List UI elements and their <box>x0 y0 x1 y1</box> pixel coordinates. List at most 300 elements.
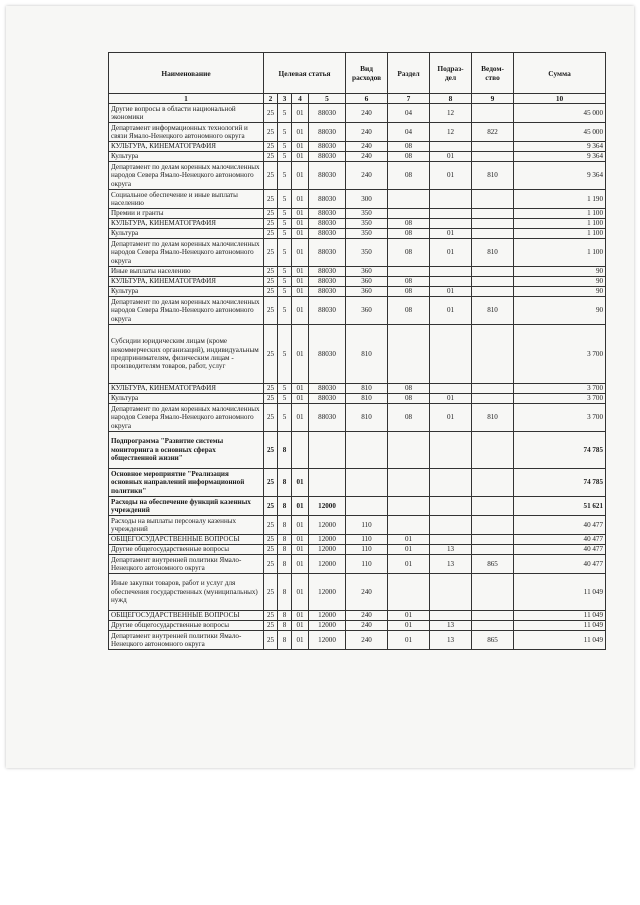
department-code-cell <box>472 432 514 469</box>
section-cell: 04 <box>388 123 430 142</box>
target-code-4-cell: 88030 <box>309 209 346 219</box>
header-expense-type: Вид расходов <box>346 53 388 94</box>
table-row <box>109 497 606 516</box>
sum-cell: 90 <box>514 277 606 287</box>
target-code-3-cell: 01 <box>292 497 309 516</box>
row-name-cell: КУЛЬТУРА, КИНЕМАТОГРАФИЯ <box>109 277 264 287</box>
department-code-cell <box>472 611 514 621</box>
department-code-cell: 810 <box>472 239 514 267</box>
target-code-4-cell: 88030 <box>309 394 346 404</box>
target-code-1-cell: 25 <box>264 287 278 297</box>
row-name-cell: Иные выплаты населению <box>109 267 264 277</box>
sum-cell: 9 364 <box>514 142 606 152</box>
section-cell: 08 <box>388 404 430 432</box>
sum-cell: 9 364 <box>514 152 606 162</box>
sum-cell: 45 000 <box>514 123 606 142</box>
expense-type-cell: 360 <box>346 277 388 287</box>
target-code-1-cell: 25 <box>264 469 278 497</box>
section-cell <box>388 325 430 384</box>
subsection-cell: 01 <box>430 229 472 239</box>
target-code-1-cell: 25 <box>264 621 278 631</box>
target-code-3-cell: 01 <box>292 516 309 535</box>
section-cell: 01 <box>388 611 430 621</box>
target-code-1-cell: 25 <box>264 162 278 190</box>
target-code-4-cell: 12000 <box>309 631 346 650</box>
target-code-4-cell: 88030 <box>309 142 346 152</box>
department-code-cell <box>472 287 514 297</box>
target-code-2-cell: 5 <box>278 162 292 190</box>
target-code-3-cell: 01 <box>292 123 309 142</box>
subsection-cell: 01 <box>430 162 472 190</box>
subsection-cell: 13 <box>430 631 472 650</box>
table-row <box>109 574 606 611</box>
expense-type-cell: 300 <box>346 190 388 209</box>
expense-type-cell <box>346 469 388 497</box>
row-name-cell: Премии и гранты <box>109 209 264 219</box>
target-code-1-cell: 25 <box>264 142 278 152</box>
subsection-cell: 01 <box>430 239 472 267</box>
target-code-3-cell: 01 <box>292 104 309 123</box>
expense-type-cell <box>346 497 388 516</box>
sum-cell: 11 049 <box>514 621 606 631</box>
sum-cell: 1 100 <box>514 229 606 239</box>
subsection-cell <box>430 535 472 545</box>
target-code-1-cell: 25 <box>264 535 278 545</box>
expense-type-cell: 110 <box>346 535 388 545</box>
expense-type-cell: 810 <box>346 384 388 394</box>
subsection-cell <box>430 142 472 152</box>
department-code-cell <box>472 104 514 123</box>
target-code-3-cell: 01 <box>292 277 309 287</box>
row-name-cell: Культура <box>109 152 264 162</box>
header-row <box>109 53 606 94</box>
section-cell: 08 <box>388 142 430 152</box>
sum-cell: 45 000 <box>514 104 606 123</box>
target-code-1-cell: 25 <box>264 152 278 162</box>
target-code-3-cell: 01 <box>292 325 309 384</box>
target-code-1-cell: 25 <box>264 277 278 287</box>
target-code-1-cell: 25 <box>264 516 278 535</box>
department-code-cell <box>472 325 514 384</box>
target-code-3-cell: 01 <box>292 631 309 650</box>
target-code-3-cell: 01 <box>292 162 309 190</box>
section-cell <box>388 267 430 277</box>
target-code-2-cell: 5 <box>278 239 292 267</box>
department-code-cell <box>472 545 514 555</box>
department-code-cell: 810 <box>472 404 514 432</box>
expense-type-cell: 240 <box>346 611 388 621</box>
table-row <box>109 432 606 469</box>
target-code-2-cell: 5 <box>278 229 292 239</box>
subsection-cell <box>430 497 472 516</box>
subsection-cell <box>430 432 472 469</box>
section-cell: 01 <box>388 535 430 545</box>
target-code-4-cell: 88030 <box>309 152 346 162</box>
target-code-1-cell: 25 <box>264 190 278 209</box>
subsection-cell <box>430 209 472 219</box>
department-code-cell <box>472 574 514 611</box>
target-code-4-cell: 88030 <box>309 219 346 229</box>
subsection-cell: 13 <box>430 621 472 631</box>
section-cell: 01 <box>388 555 430 574</box>
table-row <box>109 384 606 394</box>
target-code-1-cell: 25 <box>264 104 278 123</box>
department-code-cell <box>472 190 514 209</box>
header-department: Ведом-ство <box>472 53 514 94</box>
expense-type-cell: 350 <box>346 209 388 219</box>
target-code-1-cell: 25 <box>264 394 278 404</box>
table-row <box>109 142 606 152</box>
expense-type-cell: 810 <box>346 394 388 404</box>
table-body <box>109 104 606 650</box>
subsection-cell <box>430 190 472 209</box>
row-name-cell: Департамент по делам коренных малочисленных народов Севера Ямало-Ненецкого автономного округа <box>109 162 264 190</box>
row-name-cell: Департамент внутренней политики Ямало-Ненецкого автономного округа <box>109 555 264 574</box>
section-cell: 08 <box>388 229 430 239</box>
target-code-4-cell: 12000 <box>309 555 346 574</box>
row-name-cell: Департамент по делам коренных малочисленных народов Севера Ямало-Ненецкого автономного округа <box>109 297 264 325</box>
target-code-4-cell: 88030 <box>309 297 346 325</box>
target-code-4-cell: 12000 <box>309 497 346 516</box>
table-row <box>109 516 606 535</box>
row-name-cell: Основное мероприятие "Реализация основных направлений информационной политики" <box>109 469 264 497</box>
sum-cell: 74 785 <box>514 432 606 469</box>
target-code-1-cell: 25 <box>264 267 278 277</box>
target-code-3-cell: 01 <box>292 469 309 497</box>
target-code-3-cell: 01 <box>292 297 309 325</box>
subsection-cell <box>430 384 472 394</box>
target-code-4-cell: 12000 <box>309 621 346 631</box>
target-code-3-cell: 01 <box>292 535 309 545</box>
department-code-cell <box>472 142 514 152</box>
expense-type-cell: 810 <box>346 325 388 384</box>
table-row <box>109 162 606 190</box>
sum-cell: 90 <box>514 267 606 277</box>
table-row <box>109 555 606 574</box>
target-code-2-cell: 8 <box>278 469 292 497</box>
section-cell <box>388 469 430 497</box>
sum-cell: 1 100 <box>514 209 606 219</box>
target-code-1-cell: 25 <box>264 432 278 469</box>
target-code-1-cell: 25 <box>264 545 278 555</box>
target-code-1-cell: 25 <box>264 404 278 432</box>
target-code-1-cell: 25 <box>264 497 278 516</box>
department-code-cell <box>472 219 514 229</box>
target-code-3-cell: 01 <box>292 404 309 432</box>
subsection-cell: 12 <box>430 104 472 123</box>
subsection-cell: 01 <box>430 287 472 297</box>
target-code-4-cell: 88030 <box>309 229 346 239</box>
row-name-cell: Социальное обеспечение и иные выплаты населению <box>109 190 264 209</box>
table-row <box>109 219 606 229</box>
target-code-3-cell: 01 <box>292 219 309 229</box>
column-number: 5 <box>309 94 346 104</box>
section-cell: 04 <box>388 104 430 123</box>
table-row <box>109 287 606 297</box>
table-row <box>109 535 606 545</box>
department-code-cell: 865 <box>472 631 514 650</box>
table-row <box>109 277 606 287</box>
target-code-1-cell: 25 <box>264 297 278 325</box>
section-cell: 08 <box>388 239 430 267</box>
target-code-4-cell: 88030 <box>309 104 346 123</box>
target-code-2-cell: 5 <box>278 123 292 142</box>
target-code-3-cell: 01 <box>292 152 309 162</box>
target-code-2-cell: 8 <box>278 631 292 650</box>
department-code-cell <box>472 516 514 535</box>
subsection-cell: 13 <box>430 555 472 574</box>
target-code-4-cell: 88030 <box>309 287 346 297</box>
expense-type-cell: 240 <box>346 621 388 631</box>
row-name-cell: КУЛЬТУРА, КИНЕМАТОГРАФИЯ <box>109 142 264 152</box>
section-cell <box>388 190 430 209</box>
target-code-1-cell: 25 <box>264 574 278 611</box>
subsection-cell <box>430 574 472 611</box>
expense-type-cell: 110 <box>346 545 388 555</box>
expense-type-cell: 240 <box>346 104 388 123</box>
target-code-2-cell: 5 <box>278 394 292 404</box>
section-cell <box>388 497 430 516</box>
column-number: 6 <box>346 94 388 104</box>
table-row <box>109 123 606 142</box>
table-row <box>109 104 606 123</box>
sum-cell: 1 190 <box>514 190 606 209</box>
sum-cell: 3 700 <box>514 394 606 404</box>
header-section: Раздел <box>388 53 430 94</box>
department-code-cell <box>472 277 514 287</box>
table-row <box>109 404 606 432</box>
target-code-1-cell: 25 <box>264 123 278 142</box>
target-code-4-cell: 88030 <box>309 325 346 384</box>
expense-type-cell: 350 <box>346 239 388 267</box>
header-name: Наименование <box>109 53 264 94</box>
section-cell: 08 <box>388 287 430 297</box>
target-code-2-cell: 8 <box>278 611 292 621</box>
target-code-4-cell: 88030 <box>309 190 346 209</box>
target-code-2-cell: 5 <box>278 219 292 229</box>
department-code-cell <box>472 229 514 239</box>
section-cell: 01 <box>388 621 430 631</box>
column-number: 7 <box>388 94 430 104</box>
table-row <box>109 545 606 555</box>
target-code-1-cell: 25 <box>264 239 278 267</box>
sum-cell: 40 477 <box>514 516 606 535</box>
department-code-cell: 822 <box>472 123 514 142</box>
column-number: 9 <box>472 94 514 104</box>
document-page <box>6 6 634 768</box>
subsection-cell <box>430 516 472 535</box>
section-cell: 08 <box>388 297 430 325</box>
target-code-4-cell: 12000 <box>309 516 346 535</box>
subsection-cell <box>430 611 472 621</box>
target-code-2-cell: 5 <box>278 384 292 394</box>
target-code-2-cell: 8 <box>278 555 292 574</box>
expense-type-cell: 240 <box>346 162 388 190</box>
section-cell: 08 <box>388 162 430 190</box>
target-code-2-cell: 8 <box>278 621 292 631</box>
sum-cell: 40 477 <box>514 535 606 545</box>
department-code-cell <box>472 394 514 404</box>
row-name-cell: ОБЩЕГОСУДАРСТВЕННЫЕ ВОПРОСЫ <box>109 535 264 545</box>
row-name-cell: КУЛЬТУРА, КИНЕМАТОГРАФИЯ <box>109 384 264 394</box>
sum-cell: 1 100 <box>514 219 606 229</box>
expense-type-cell: 240 <box>346 574 388 611</box>
target-code-4-cell: 12000 <box>309 535 346 545</box>
subsection-cell <box>430 219 472 229</box>
section-cell <box>388 432 430 469</box>
section-cell <box>388 516 430 535</box>
department-code-cell <box>472 267 514 277</box>
target-code-4-cell: 88030 <box>309 277 346 287</box>
sum-cell: 3 700 <box>514 404 606 432</box>
column-number: 2 <box>264 94 278 104</box>
row-name-cell: Культура <box>109 287 264 297</box>
department-code-cell <box>472 209 514 219</box>
target-code-1-cell: 25 <box>264 555 278 574</box>
target-code-3-cell: 01 <box>292 621 309 631</box>
expense-type-cell: 110 <box>346 516 388 535</box>
sum-cell: 1 100 <box>514 239 606 267</box>
expense-type-cell: 240 <box>346 631 388 650</box>
target-code-4-cell: 88030 <box>309 267 346 277</box>
target-code-4-cell: 88030 <box>309 384 346 394</box>
target-code-2-cell: 5 <box>278 152 292 162</box>
row-name-cell: Департамент по делам коренных малочисленных народов Севера Ямало-Ненецкого автономного округа <box>109 239 264 267</box>
sum-cell: 11 049 <box>514 631 606 650</box>
sum-cell: 40 477 <box>514 545 606 555</box>
table-row <box>109 611 606 621</box>
row-name-cell: Другие общегосударственные вопросы <box>109 621 264 631</box>
header-subsection: Подраз-дел <box>430 53 472 94</box>
subsection-cell <box>430 325 472 384</box>
target-code-1-cell: 25 <box>264 229 278 239</box>
target-code-3-cell: 01 <box>292 574 309 611</box>
table-row <box>109 325 606 384</box>
section-cell: 08 <box>388 277 430 287</box>
target-code-2-cell: 5 <box>278 142 292 152</box>
expense-type-cell: 360 <box>346 267 388 277</box>
target-code-4-cell: 12000 <box>309 574 346 611</box>
row-name-cell: ОБЩЕГОСУДАРСТВЕННЫЕ ВОПРОСЫ <box>109 611 264 621</box>
row-name-cell: Культура <box>109 229 264 239</box>
table-row <box>109 229 606 239</box>
department-code-cell <box>472 535 514 545</box>
target-code-3-cell: 01 <box>292 545 309 555</box>
table-row <box>109 152 606 162</box>
sum-cell: 40 477 <box>514 555 606 574</box>
target-code-3-cell: 01 <box>292 229 309 239</box>
target-code-4-cell <box>309 469 346 497</box>
target-code-4-cell: 88030 <box>309 404 346 432</box>
department-code-cell <box>472 152 514 162</box>
column-number: 3 <box>278 94 292 104</box>
target-code-4-cell: 88030 <box>309 162 346 190</box>
section-cell <box>388 574 430 611</box>
target-code-3-cell: 01 <box>292 239 309 267</box>
target-code-2-cell: 5 <box>278 325 292 384</box>
target-code-2-cell: 8 <box>278 516 292 535</box>
row-name-cell: Департамент информационных технологий и связи Ямало-Ненецкого автономного округа <box>109 123 264 142</box>
budget-table <box>108 52 606 650</box>
expense-type-cell: 240 <box>346 152 388 162</box>
expense-type-cell: 350 <box>346 219 388 229</box>
section-cell: 08 <box>388 219 430 229</box>
target-code-3-cell: 01 <box>292 142 309 152</box>
target-code-2-cell: 5 <box>278 209 292 219</box>
sum-cell: 74 785 <box>514 469 606 497</box>
target-code-1-cell: 25 <box>264 611 278 621</box>
target-code-3-cell: 01 <box>292 190 309 209</box>
section-cell <box>388 209 430 219</box>
table-row <box>109 267 606 277</box>
sum-cell: 90 <box>514 287 606 297</box>
table-row <box>109 209 606 219</box>
section-cell: 08 <box>388 394 430 404</box>
table-row <box>109 394 606 404</box>
target-code-3-cell: 01 <box>292 209 309 219</box>
target-code-3-cell: 01 <box>292 267 309 277</box>
department-code-cell: 810 <box>472 162 514 190</box>
target-code-1-cell: 25 <box>264 209 278 219</box>
sum-cell: 9 364 <box>514 162 606 190</box>
target-code-1-cell: 25 <box>264 325 278 384</box>
target-code-3-cell <box>292 432 309 469</box>
target-code-1-cell: 25 <box>264 219 278 229</box>
expense-type-cell: 110 <box>346 555 388 574</box>
target-code-2-cell: 5 <box>278 287 292 297</box>
column-number-row <box>109 94 606 104</box>
row-name-cell: Другие общегосударственные вопросы <box>109 545 264 555</box>
table-row <box>109 621 606 631</box>
section-cell: 08 <box>388 384 430 394</box>
sum-cell: 51 621 <box>514 497 606 516</box>
target-code-4-cell: 12000 <box>309 611 346 621</box>
row-name-cell: Расходы на выплаты персоналу казенных учреждений <box>109 516 264 535</box>
subsection-cell <box>430 267 472 277</box>
expense-type-cell: 360 <box>346 287 388 297</box>
subsection-cell: 01 <box>430 394 472 404</box>
row-name-cell: Департамент по делам коренных малочисленных народов Севера Ямало-Ненецкого автономного округа <box>109 404 264 432</box>
table-row <box>109 631 606 650</box>
target-code-2-cell: 8 <box>278 432 292 469</box>
table-row <box>109 190 606 209</box>
target-code-3-cell: 01 <box>292 611 309 621</box>
row-name-cell: Иные закупки товаров, работ и услуг для обеспечения государственных (муниципальных) нужд <box>109 574 264 611</box>
subsection-cell: 01 <box>430 152 472 162</box>
target-code-3-cell: 01 <box>292 555 309 574</box>
expense-type-cell: 240 <box>346 142 388 152</box>
header-target-article: Целевая статья <box>264 53 346 94</box>
target-code-4-cell <box>309 432 346 469</box>
target-code-2-cell: 5 <box>278 277 292 287</box>
sum-cell: 90 <box>514 297 606 325</box>
target-code-2-cell: 8 <box>278 535 292 545</box>
row-name-cell: Другие вопросы в области национальной экономики <box>109 104 264 123</box>
subsection-cell <box>430 469 472 497</box>
department-code-cell <box>472 497 514 516</box>
row-name-cell: КУЛЬТУРА, КИНЕМАТОГРАФИЯ <box>109 219 264 229</box>
table-row <box>109 469 606 497</box>
column-number: 10 <box>514 94 606 104</box>
target-code-2-cell: 5 <box>278 267 292 277</box>
target-code-4-cell: 88030 <box>309 239 346 267</box>
column-number: 4 <box>292 94 309 104</box>
sum-cell: 3 700 <box>514 384 606 394</box>
expense-type-cell: 810 <box>346 404 388 432</box>
sum-cell: 11 049 <box>514 574 606 611</box>
expense-type-cell: 240 <box>346 123 388 142</box>
expense-type-cell: 350 <box>346 229 388 239</box>
